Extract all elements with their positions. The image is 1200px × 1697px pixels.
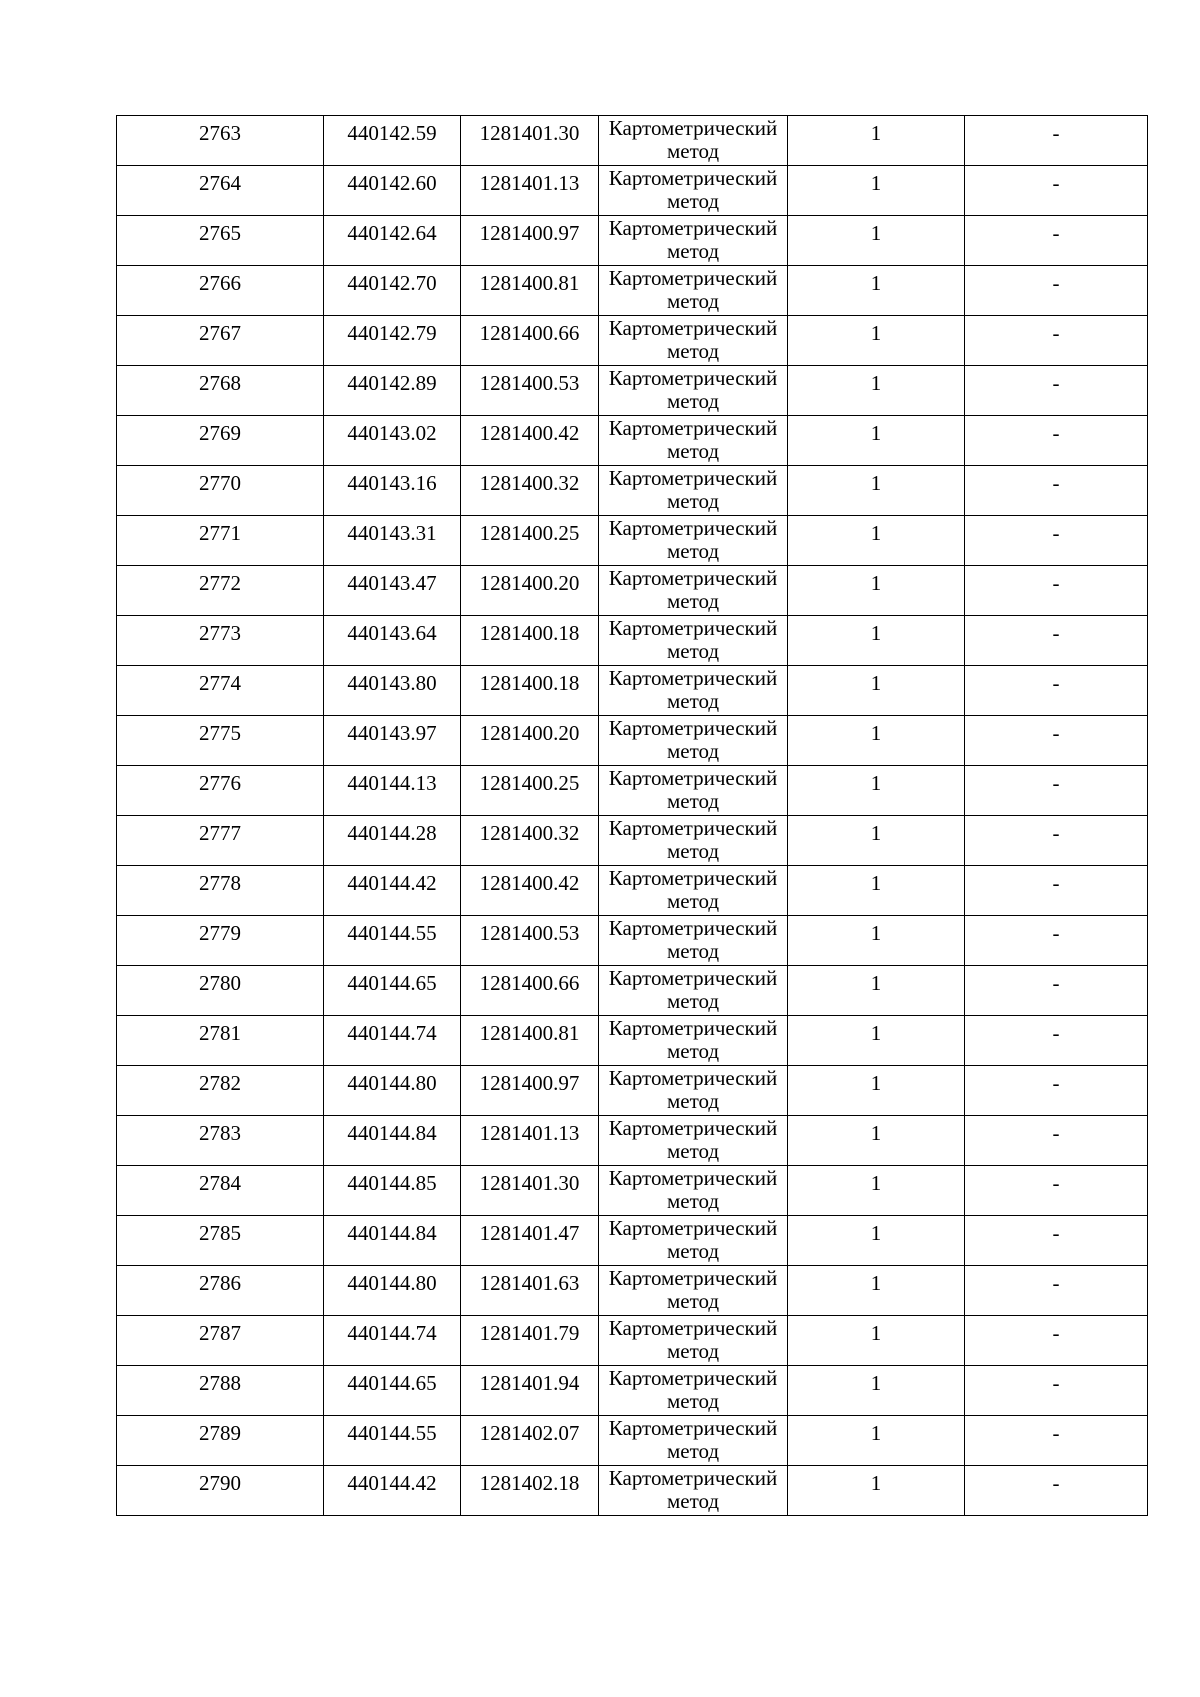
point-number-cell: 2789 [117, 1416, 324, 1466]
table-row [117, 1466, 1148, 1516]
x-coordinate-cell: 440142.64 [324, 216, 461, 266]
y-coordinate-cell: 1281400.81 [461, 1016, 599, 1066]
x-coordinate-cell: 440143.80 [324, 666, 461, 716]
y-coordinate-cell: 1281400.53 [461, 916, 599, 966]
description-cell: - [965, 266, 1148, 316]
point-number-cell: 2784 [117, 1166, 324, 1216]
method-line-2: метод [666, 1389, 720, 1413]
table-row [117, 916, 1148, 966]
point-number-cell: 2771 [117, 516, 324, 566]
point-number-cell: 2778 [117, 866, 324, 916]
description-cell: - [965, 1466, 1148, 1516]
method-line-1: Картометрический [608, 666, 778, 690]
method-line-2: метод [666, 389, 720, 413]
description-cell: - [965, 216, 1148, 266]
method-cell [599, 216, 788, 266]
point-number-cell: 2767 [117, 316, 324, 366]
point-number-cell: 2770 [117, 466, 324, 516]
method-cell [599, 416, 788, 466]
table-row [117, 866, 1148, 916]
table-row [117, 1066, 1148, 1116]
description-cell: - [965, 766, 1148, 816]
point-number-cell: 2785 [117, 1216, 324, 1266]
table-row [117, 516, 1148, 566]
table-row [117, 1366, 1148, 1416]
description-cell: - [965, 1366, 1148, 1416]
method-line-1: Картометрический [608, 266, 778, 290]
method-line-1: Картометрический [608, 1016, 778, 1040]
accuracy-cell: 1 [788, 116, 965, 166]
point-number-cell: 2782 [117, 1066, 324, 1116]
method-cell [599, 1366, 788, 1416]
table-row [117, 166, 1148, 216]
x-coordinate-cell: 440144.74 [324, 1016, 461, 1066]
accuracy-cell: 1 [788, 616, 965, 666]
x-coordinate-cell: 440142.89 [324, 366, 461, 416]
x-coordinate-cell: 440144.42 [324, 1466, 461, 1516]
description-cell: - [965, 1416, 1148, 1466]
accuracy-cell: 1 [788, 1266, 965, 1316]
point-number-cell: 2764 [117, 166, 324, 216]
y-coordinate-cell: 1281401.63 [461, 1266, 599, 1316]
accuracy-cell: 1 [788, 1216, 965, 1266]
method-line-2: метод [666, 1039, 720, 1063]
x-coordinate-cell: 440144.85 [324, 1166, 461, 1216]
point-number-cell: 2769 [117, 416, 324, 466]
accuracy-cell: 1 [788, 466, 965, 516]
method-cell [599, 666, 788, 716]
table-row [117, 1016, 1148, 1066]
method-line-1: Картометрический [608, 116, 778, 140]
method-line-2: метод [666, 1139, 720, 1163]
table-row [117, 1166, 1148, 1216]
table-row [117, 616, 1148, 666]
method-cell [599, 1016, 788, 1066]
x-coordinate-cell: 440143.16 [324, 466, 461, 516]
x-coordinate-cell: 440142.60 [324, 166, 461, 216]
table-row [117, 1416, 1148, 1466]
point-number-cell: 2780 [117, 966, 324, 1016]
method-line-1: Картометрический [608, 1366, 778, 1390]
description-cell: - [965, 416, 1148, 466]
accuracy-cell: 1 [788, 1366, 965, 1416]
table-row [117, 116, 1148, 166]
method-line-2: метод [666, 439, 720, 463]
x-coordinate-cell: 440144.65 [324, 1366, 461, 1416]
description-cell: - [965, 116, 1148, 166]
y-coordinate-cell: 1281400.18 [461, 666, 599, 716]
accuracy-cell: 1 [788, 1166, 965, 1216]
description-cell: - [965, 516, 1148, 566]
method-line-2: метод [666, 239, 720, 263]
method-cell [599, 1416, 788, 1466]
y-coordinate-cell: 1281401.13 [461, 1116, 599, 1166]
method-cell [599, 566, 788, 616]
method-line-2: метод [666, 1489, 720, 1513]
accuracy-cell: 1 [788, 816, 965, 866]
table-row [117, 466, 1148, 516]
method-line-2: метод [666, 939, 720, 963]
description-cell: - [965, 616, 1148, 666]
table-row [117, 266, 1148, 316]
y-coordinate-cell: 1281401.30 [461, 116, 599, 166]
accuracy-cell: 1 [788, 1416, 965, 1466]
x-coordinate-cell: 440143.97 [324, 716, 461, 766]
accuracy-cell: 1 [788, 566, 965, 616]
method-line-2: метод [666, 1339, 720, 1363]
method-line-1: Картометрический [608, 416, 778, 440]
accuracy-cell: 1 [788, 916, 965, 966]
point-number-cell: 2783 [117, 1116, 324, 1166]
table-row [117, 666, 1148, 716]
method-cell [599, 1166, 788, 1216]
method-line-2: метод [666, 839, 720, 863]
x-coordinate-cell: 440144.65 [324, 966, 461, 1016]
method-line-2: метод [666, 1439, 720, 1463]
method-line-1: Картометрический [608, 166, 778, 190]
method-line-2: метод [666, 1239, 720, 1263]
table-row [117, 966, 1148, 1016]
point-number-cell: 2765 [117, 216, 324, 266]
coordinates-table [116, 115, 1148, 1516]
table-row [117, 1266, 1148, 1316]
method-cell [599, 716, 788, 766]
x-coordinate-cell: 440144.84 [324, 1216, 461, 1266]
description-cell: - [965, 1166, 1148, 1216]
method-line-2: метод [666, 339, 720, 363]
x-coordinate-cell: 440144.42 [324, 866, 461, 916]
description-cell: - [965, 366, 1148, 416]
accuracy-cell: 1 [788, 316, 965, 366]
y-coordinate-cell: 1281400.66 [461, 316, 599, 366]
table-row [117, 566, 1148, 616]
method-line-1: Картометрический [608, 1266, 778, 1290]
y-coordinate-cell: 1281400.66 [461, 966, 599, 1016]
method-cell [599, 1066, 788, 1116]
accuracy-cell: 1 [788, 866, 965, 916]
accuracy-cell: 1 [788, 216, 965, 266]
method-line-2: метод [666, 139, 720, 163]
point-number-cell: 2763 [117, 116, 324, 166]
y-coordinate-cell: 1281402.18 [461, 1466, 599, 1516]
method-line-1: Картометрический [608, 516, 778, 540]
description-cell: - [965, 316, 1148, 366]
y-coordinate-cell: 1281400.25 [461, 766, 599, 816]
method-line-1: Картометрический [608, 366, 778, 390]
accuracy-cell: 1 [788, 1466, 965, 1516]
method-cell [599, 616, 788, 666]
accuracy-cell: 1 [788, 766, 965, 816]
method-line-2: метод [666, 189, 720, 213]
x-coordinate-cell: 440143.31 [324, 516, 461, 566]
method-line-1: Картометрический [608, 866, 778, 890]
description-cell: - [965, 166, 1148, 216]
method-line-1: Картометрический [608, 716, 778, 740]
y-coordinate-cell: 1281400.97 [461, 1066, 599, 1116]
y-coordinate-cell: 1281401.30 [461, 1166, 599, 1216]
y-coordinate-cell: 1281401.94 [461, 1366, 599, 1416]
method-line-2: метод [666, 889, 720, 913]
method-cell [599, 316, 788, 366]
method-cell [599, 1316, 788, 1366]
accuracy-cell: 1 [788, 1116, 965, 1166]
point-number-cell: 2786 [117, 1266, 324, 1316]
x-coordinate-cell: 440144.80 [324, 1066, 461, 1116]
method-line-2: метод [666, 1089, 720, 1113]
accuracy-cell: 1 [788, 516, 965, 566]
method-line-1: Картометрический [608, 1316, 778, 1340]
table-row [117, 766, 1148, 816]
description-cell: - [965, 966, 1148, 1016]
y-coordinate-cell: 1281400.53 [461, 366, 599, 416]
description-cell: - [965, 1116, 1148, 1166]
description-cell: - [965, 716, 1148, 766]
method-cell [599, 1116, 788, 1166]
point-number-cell: 2787 [117, 1316, 324, 1366]
x-coordinate-cell: 440144.84 [324, 1116, 461, 1166]
point-number-cell: 2772 [117, 566, 324, 616]
description-cell: - [965, 1316, 1148, 1366]
accuracy-cell: 1 [788, 1066, 965, 1116]
method-line-2: метод [666, 639, 720, 663]
accuracy-cell: 1 [788, 1316, 965, 1366]
y-coordinate-cell: 1281400.20 [461, 566, 599, 616]
y-coordinate-cell: 1281400.32 [461, 816, 599, 866]
table-row [117, 1216, 1148, 1266]
x-coordinate-cell: 440144.28 [324, 816, 461, 866]
table-row [117, 316, 1148, 366]
x-coordinate-cell: 440144.80 [324, 1266, 461, 1316]
accuracy-cell: 1 [788, 416, 965, 466]
method-line-1: Картометрический [608, 1066, 778, 1090]
description-cell: - [965, 866, 1148, 916]
method-line-2: метод [666, 539, 720, 563]
method-line-2: метод [666, 1289, 720, 1313]
method-line-1: Картометрический [608, 616, 778, 640]
description-cell: - [965, 466, 1148, 516]
point-number-cell: 2790 [117, 1466, 324, 1516]
table-row [117, 416, 1148, 466]
method-line-1: Картометрический [608, 916, 778, 940]
table-row [117, 716, 1148, 766]
y-coordinate-cell: 1281401.47 [461, 1216, 599, 1266]
method-line-2: метод [666, 289, 720, 313]
accuracy-cell: 1 [788, 666, 965, 716]
x-coordinate-cell: 440143.02 [324, 416, 461, 466]
method-cell [599, 166, 788, 216]
point-number-cell: 2788 [117, 1366, 324, 1416]
accuracy-cell: 1 [788, 716, 965, 766]
x-coordinate-cell: 440144.13 [324, 766, 461, 816]
method-cell [599, 916, 788, 966]
y-coordinate-cell: 1281400.25 [461, 516, 599, 566]
method-cell [599, 816, 788, 866]
method-line-2: метод [666, 689, 720, 713]
y-coordinate-cell: 1281400.20 [461, 716, 599, 766]
table-row [117, 1316, 1148, 1366]
y-coordinate-cell: 1281400.42 [461, 416, 599, 466]
method-cell [599, 466, 788, 516]
method-line-1: Картометрический [608, 966, 778, 990]
method-cell [599, 366, 788, 416]
y-coordinate-cell: 1281400.32 [461, 466, 599, 516]
method-cell [599, 116, 788, 166]
method-line-1: Картометрический [608, 1216, 778, 1240]
method-line-1: Картометрический [608, 766, 778, 790]
y-coordinate-cell: 1281401.13 [461, 166, 599, 216]
method-cell [599, 1466, 788, 1516]
x-coordinate-cell: 440142.70 [324, 266, 461, 316]
y-coordinate-cell: 1281401.79 [461, 1316, 599, 1366]
y-coordinate-cell: 1281400.18 [461, 616, 599, 666]
method-cell [599, 866, 788, 916]
description-cell: - [965, 916, 1148, 966]
y-coordinate-cell: 1281400.97 [461, 216, 599, 266]
accuracy-cell: 1 [788, 1016, 965, 1066]
point-number-cell: 2777 [117, 816, 324, 866]
method-line-1: Картометрический [608, 466, 778, 490]
description-cell: - [965, 566, 1148, 616]
method-cell [599, 1216, 788, 1266]
accuracy-cell: 1 [788, 966, 965, 1016]
accuracy-cell: 1 [788, 266, 965, 316]
x-coordinate-cell: 440142.59 [324, 116, 461, 166]
method-line-2: метод [666, 739, 720, 763]
method-cell [599, 966, 788, 1016]
method-line-2: метод [666, 489, 720, 513]
y-coordinate-cell: 1281402.07 [461, 1416, 599, 1466]
y-coordinate-cell: 1281400.42 [461, 866, 599, 916]
method-line-1: Картометрический [608, 1116, 778, 1140]
accuracy-cell: 1 [788, 166, 965, 216]
point-number-cell: 2779 [117, 916, 324, 966]
point-number-cell: 2774 [117, 666, 324, 716]
point-number-cell: 2768 [117, 366, 324, 416]
method-line-1: Картометрический [608, 566, 778, 590]
description-cell: - [965, 666, 1148, 716]
method-cell [599, 1266, 788, 1316]
method-line-2: метод [666, 589, 720, 613]
x-coordinate-cell: 440144.74 [324, 1316, 461, 1366]
x-coordinate-cell: 440143.64 [324, 616, 461, 666]
method-line-1: Картометрический [608, 1166, 778, 1190]
method-line-2: метод [666, 989, 720, 1013]
table-row [117, 216, 1148, 266]
description-cell: - [965, 1016, 1148, 1066]
x-coordinate-cell: 440143.47 [324, 566, 461, 616]
point-number-cell: 2766 [117, 266, 324, 316]
table-row [117, 1116, 1148, 1166]
point-number-cell: 2775 [117, 716, 324, 766]
description-cell: - [965, 816, 1148, 866]
method-line-2: метод [666, 789, 720, 813]
y-coordinate-cell: 1281400.81 [461, 266, 599, 316]
method-cell [599, 266, 788, 316]
x-coordinate-cell: 440144.55 [324, 916, 461, 966]
accuracy-cell: 1 [788, 366, 965, 416]
method-line-1: Картометрический [608, 816, 778, 840]
x-coordinate-cell: 440142.79 [324, 316, 461, 366]
method-line-2: метод [666, 1189, 720, 1213]
method-line-1: Картометрический [608, 1466, 778, 1490]
point-number-cell: 2776 [117, 766, 324, 816]
point-number-cell: 2773 [117, 616, 324, 666]
x-coordinate-cell: 440144.55 [324, 1416, 461, 1466]
coordinates-table-body [117, 116, 1148, 1516]
method-cell [599, 766, 788, 816]
description-cell: - [965, 1066, 1148, 1116]
point-number-cell: 2781 [117, 1016, 324, 1066]
method-line-1: Картометрический [608, 216, 778, 240]
table-row [117, 816, 1148, 866]
description-cell: - [965, 1216, 1148, 1266]
method-cell [599, 516, 788, 566]
method-line-1: Картометрический [608, 316, 778, 340]
method-line-1: Картометрический [608, 1416, 778, 1440]
table-row [117, 366, 1148, 416]
description-cell: - [965, 1266, 1148, 1316]
